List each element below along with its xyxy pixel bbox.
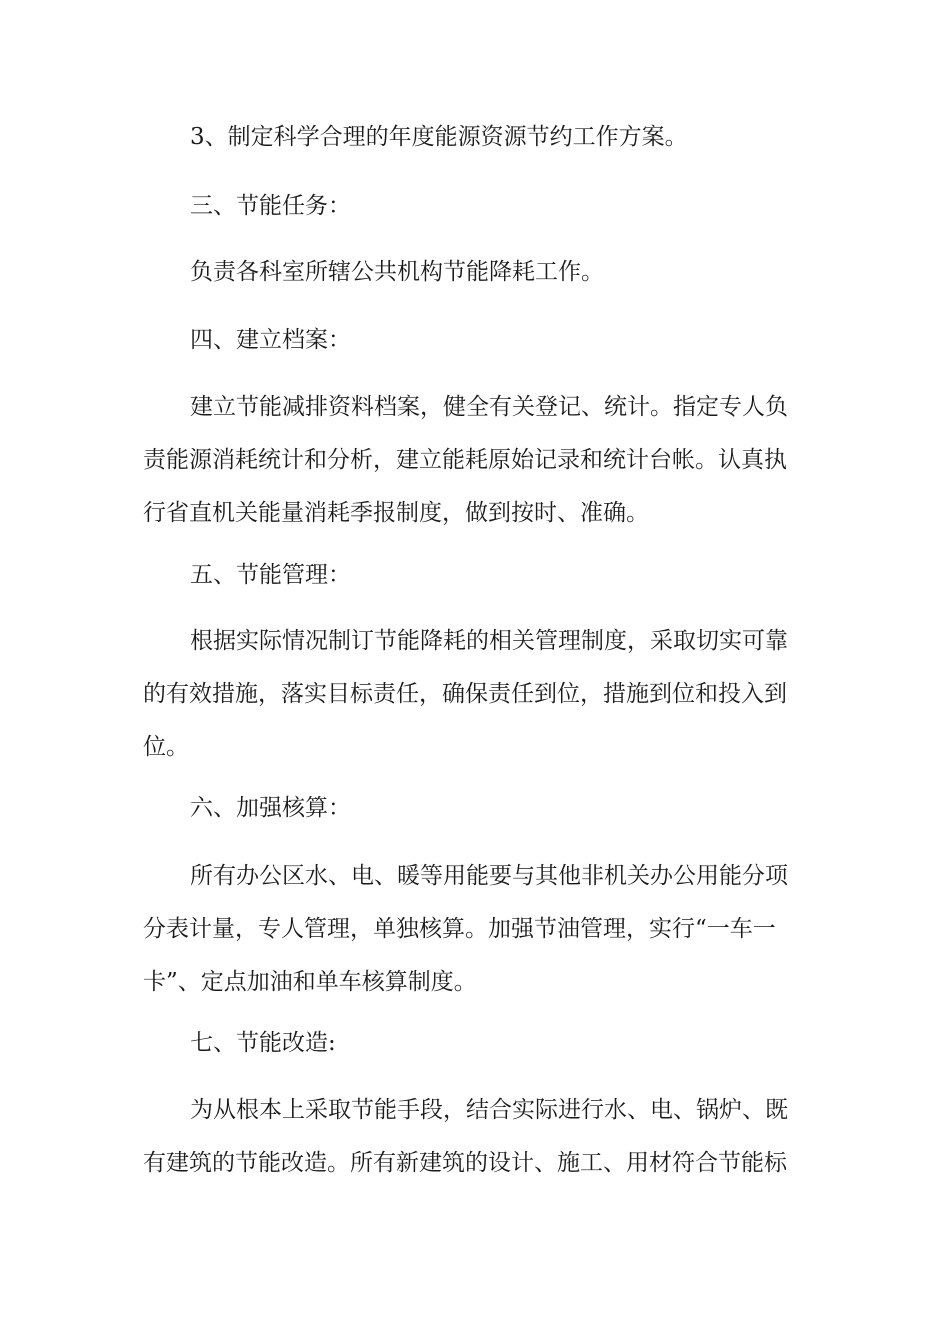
paragraph-task: [143, 246, 803, 299]
text-line: 有建筑的节能改造。所有新建筑的设计、施工、用材符合节能标: [143, 1150, 787, 1176]
text-line: 负责各科室所辖公共机构节能降耗工作。: [190, 259, 604, 285]
heading-section-3: [143, 180, 803, 233]
text-line: 分表计量，专人管理，单独核算。加强节油管理，实行“一车一: [143, 916, 776, 942]
paragraph-renovation: [143, 1084, 803, 1190]
heading-section-4: [143, 314, 803, 367]
heading-section-6: [143, 782, 803, 835]
text-line: 的有效措施，落实目标责任，确保责任到位，措施到位和投入到: [143, 681, 787, 707]
text-line: 责能源消耗统计和分析，建立能耗原始记录和统计台帐。认真执: [143, 447, 787, 473]
text-line: 卡”、定点加油和单车核算制度。: [143, 969, 477, 995]
text-line: 行省直机关能量消耗季报制度，做到按时、准确。: [143, 500, 649, 526]
text-line: 根据实际情况制订节能降耗的相关管理制度，采取切实可靠: [190, 628, 788, 654]
section-heading: 五、节能管理：: [190, 562, 351, 588]
paragraph-item-3: [143, 111, 803, 164]
paragraph-management: [143, 615, 803, 774]
text-line: 3、制定科学合理的年度能源资源节约工作方案。: [190, 124, 688, 150]
heading-section-7: [143, 1017, 803, 1070]
section-heading: 六、加强核算：: [190, 795, 351, 821]
text-line: 建立节能减排资料档案，健全有关登记、统计。指定专人负: [190, 394, 788, 420]
text-line: 位。: [143, 734, 189, 760]
paragraph-archive: [143, 381, 803, 540]
text-line: 为从根本上采取节能手段，结合实际进行水、电、锅炉、既: [190, 1097, 788, 1123]
section-heading: 四、建立档案：: [190, 327, 351, 353]
text-line: 所有办公区水、电、暖等用能要与其他非机关办公用能分项: [190, 863, 788, 889]
section-heading: 七、节能改造:: [190, 1030, 336, 1056]
paragraph-accounting: [143, 850, 803, 1009]
heading-section-5: [143, 549, 803, 602]
section-heading: 三、节能任务：: [190, 193, 351, 219]
